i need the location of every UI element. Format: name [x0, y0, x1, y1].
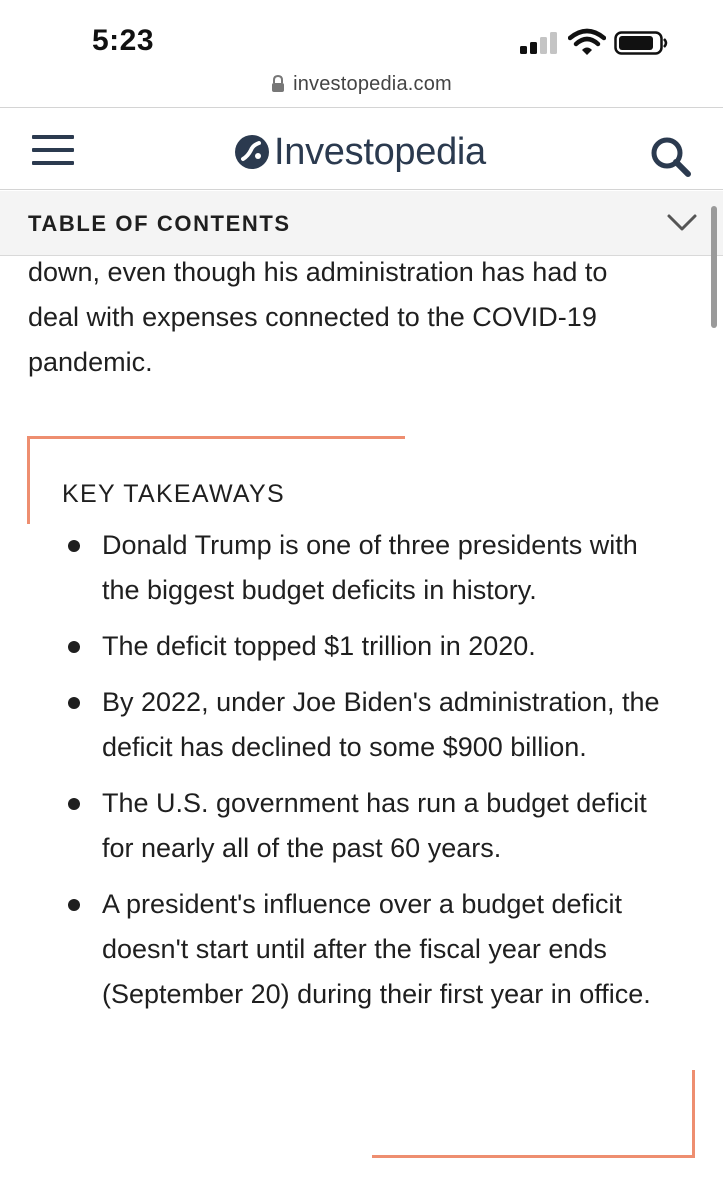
table-of-contents-toggle[interactable] — [0, 191, 723, 256]
list-item — [66, 680, 676, 770]
article-line: pandemic. — [28, 347, 153, 377]
list-item — [66, 882, 676, 1017]
article-line: down, even though his administration has had to — [28, 257, 608, 287]
site-logo[interactable] — [234, 130, 486, 174]
key-takeaways-title: KEY TAKEAWAYS — [62, 480, 285, 508]
list-item-text: Donald Trump is one of three presidents with the biggest budget deficits in history. — [102, 530, 638, 605]
site-header — [0, 107, 723, 190]
logo-text: Investopedia — [274, 130, 486, 173]
lock-icon — [271, 75, 285, 93]
wifi-icon — [568, 28, 606, 56]
menu-icon-bar — [32, 161, 74, 165]
bullet-icon — [68, 540, 80, 552]
takeaways-border-top — [27, 436, 405, 439]
menu-button[interactable] — [30, 130, 78, 170]
status-time: 5:23 — [92, 24, 155, 57]
list-item-text: The U.S. government has run a budget deficit for nearly all of the past 60 years. — [102, 788, 647, 863]
search-icon — [648, 134, 694, 180]
url-text: investopedia.com — [293, 72, 452, 95]
article-line: deal with expenses connected to the COVID-19 — [28, 302, 597, 332]
logo-icon — [234, 134, 270, 170]
article-body — [28, 250, 688, 385]
list-item-text: A president's influence over a budget deficit doesn't start until after the fiscal year ends (September 20) during their first year in office. — [102, 889, 651, 1009]
menu-icon — [32, 135, 74, 139]
toc-label: TABLE OF CONTENTS — [28, 211, 291, 236]
url-bar[interactable] — [0, 68, 723, 100]
key-takeaways-list — [66, 523, 676, 1028]
cellular-signal-icon — [520, 32, 560, 54]
bullet-icon — [68, 641, 80, 653]
bullet-icon — [68, 798, 80, 810]
battery-icon — [614, 31, 670, 55]
chevron-down-icon[interactable] — [666, 212, 698, 234]
list-item — [66, 523, 676, 613]
search-button[interactable] — [648, 134, 694, 180]
bullet-icon — [68, 697, 80, 709]
list-item — [66, 624, 676, 669]
scrollbar[interactable] — [711, 206, 717, 328]
menu-icon-bar — [32, 148, 74, 152]
status-bar — [0, 0, 723, 66]
takeaways-border-bottom — [372, 1155, 695, 1158]
list-item-text: By 2022, under Joe Biden's administration, the deficit has declined to some $900 billion. — [102, 687, 660, 762]
takeaways-border-right — [692, 1070, 695, 1158]
bullet-icon — [68, 899, 80, 911]
list-item-text: The deficit topped $1 trillion in 2020. — [102, 631, 536, 661]
takeaways-border-left — [27, 436, 30, 524]
list-item — [66, 781, 676, 871]
